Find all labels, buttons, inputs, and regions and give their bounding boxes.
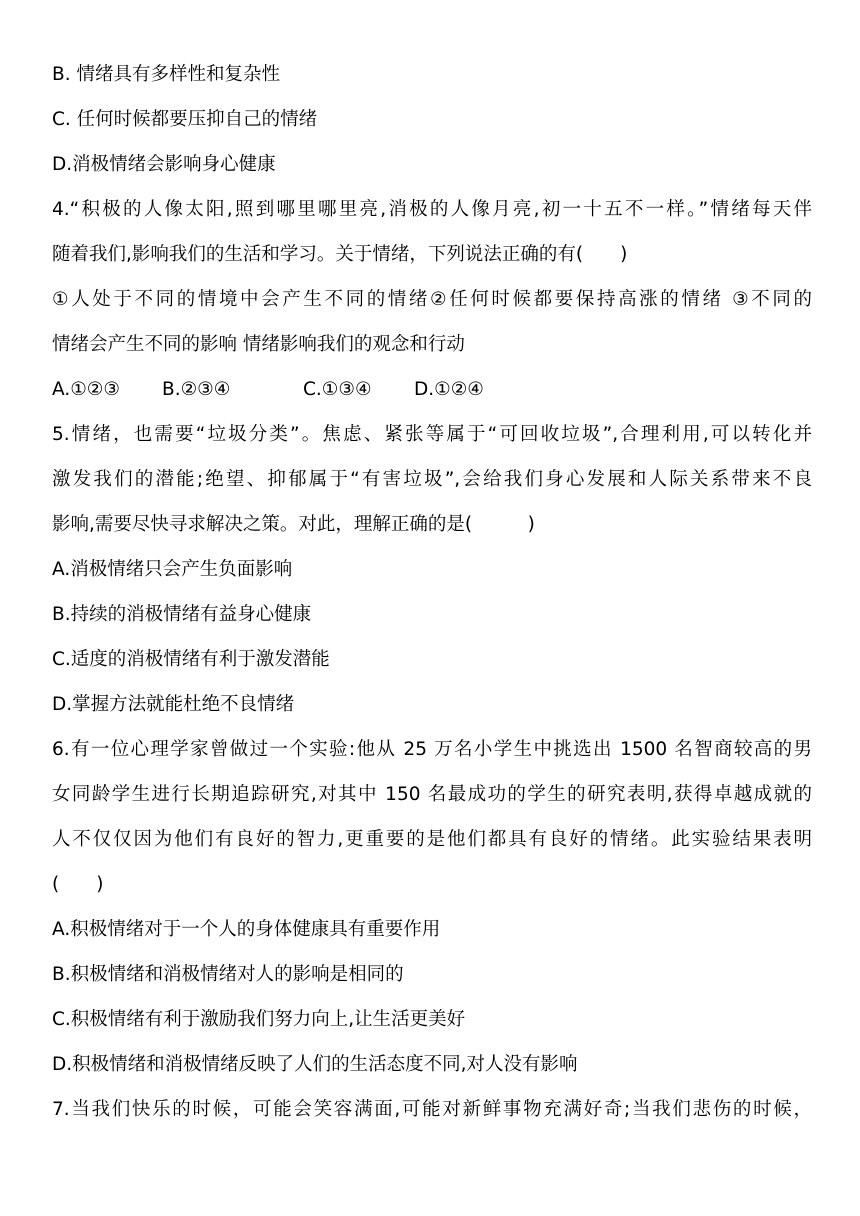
q6-stem-line-3: 人不仅仅因为他们有良好的智力,更重要的是他们都具有良好的情绪。此实验结果表明 — [52, 829, 812, 850]
q6-option-c: C.积极情绪有利于激励我们努力向上,让生活更美好 — [52, 1009, 466, 1030]
q4-stem-line-1: 4.“积极的人像太阳,照到哪里哪里亮,消极的人像月亮,初一十五不一样。”情绪每天伴 — [52, 199, 812, 220]
q6-option-d: D.积极情绪和消极情绪反映了人们的生活态度不同,对人没有影响 — [52, 1054, 578, 1075]
q4-option-d: D.①②④ — [414, 379, 484, 400]
q5-option-a: A.消极情绪只会产生负面影响 — [52, 559, 293, 580]
q6-stem-line-4: ( ) — [52, 874, 104, 895]
q4-option-c: C.①③④ — [303, 379, 372, 400]
q5-stem-line-1: 5.情绪，也需要“垃圾分类”。焦虑、紧张等属于“可回收垃圾”,合理利用,可以转化并 — [52, 424, 812, 445]
q5-option-b: B.持续的消极情绪有益身心健康 — [52, 604, 312, 625]
q5-stem-line-2: 激发我们的潜能;绝望、抑郁属于“有害垃圾”,会给我们身心发展和人际关系带来不良 — [52, 469, 812, 490]
q4-option-a: A.①②③ — [52, 379, 120, 400]
q6-stem-line-2: 女同龄学生进行长期追踪研究,对其中 150 名最成功的学生的研究表明,获得卓越成就的 — [52, 784, 812, 805]
q5-option-d: D.掌握方法就能杜绝不良情绪 — [52, 694, 295, 715]
q5-option-c: C.适度的消极情绪有利于激发潜能 — [52, 649, 330, 670]
q3-option-c: C. 任何时候都要压抑自己的情绪 — [52, 109, 318, 130]
q4-stem-line-4: 情绪会产生不同的影响 情绪影响我们的观念和行动 — [52, 334, 465, 355]
q6-stem-line-1: 6.有一位心理学家曾做过一个实验:他从 25 万名小学生中挑选出 1500 名智商较高的男 — [52, 739, 812, 760]
q6-option-b: B.积极情绪和消极情绪对人的影响是相同的 — [52, 964, 404, 985]
q4-stem-line-2: 随着我们,影响我们的生活和学习。关于情绪，下列说法正确的有( ) — [52, 244, 628, 265]
document-page — [52, 52, 812, 1132]
q3-option-b: B. 情绪具有多样性和复杂性 — [52, 64, 280, 85]
q4-options-row — [52, 367, 812, 412]
q5-stem-line-3: 影响,需要尽快寻求解决之策。对此，理解正确的是( ) — [52, 514, 535, 535]
q7-stem-line-1: 7.当我们快乐的时候，可能会笑容满面,可能对新鲜事物充满好奇;当我们悲伤的时候， — [52, 1099, 812, 1120]
q4-stem-line-3: ①人处于不同的情境中会产生不同的情绪②任何时候都要保持高涨的情绪 ③不同的 — [52, 289, 812, 310]
q6-option-a: A.积极情绪对于一个人的身体健康具有重要作用 — [52, 919, 441, 940]
q3-option-d: D.消极情绪会影响身心健康 — [52, 154, 276, 175]
q4-option-b: B.②③④ — [162, 379, 231, 400]
